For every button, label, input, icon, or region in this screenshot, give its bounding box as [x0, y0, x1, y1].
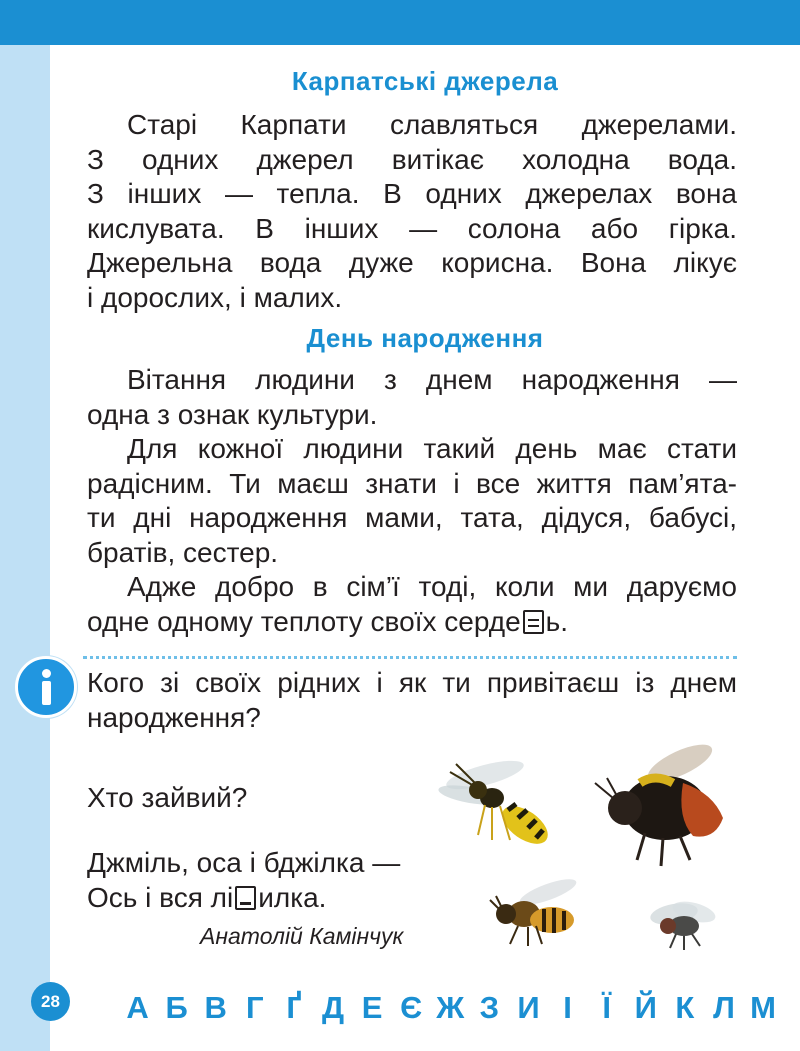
alphabet-letter: Ґ — [286, 990, 302, 1025]
letter-blank-box[interactable] — [523, 610, 544, 634]
text-line: кислувата. В інших — солона або гірка. — [87, 212, 737, 244]
alphabet-letter: Ж — [436, 990, 465, 1025]
text-line: З одних джерел витікає холодна вода. — [87, 143, 737, 175]
alphabet-letter: Є — [400, 990, 423, 1025]
alphabet-strip — [118, 990, 783, 1026]
text-line: братів, сестер. — [87, 536, 279, 568]
dotted-divider — [83, 656, 737, 659]
alphabet-letter: Ї — [602, 990, 611, 1025]
paragraph-birthday-3 — [87, 570, 737, 639]
question-block — [87, 666, 737, 735]
author-name: Анатолій Камінчук — [200, 923, 404, 949]
top-bar — [0, 0, 800, 45]
paragraph-karpaty — [87, 108, 737, 315]
text-line: Вітання людини з днем народження — — [127, 364, 737, 395]
text-line: радісним. Ти маєш знати і все життя пам’ята- — [87, 467, 737, 499]
text-part: Ось і вся лі — [87, 882, 234, 913]
alphabet-letter: Б — [165, 990, 188, 1025]
title-birthday: День народження — [306, 323, 544, 353]
riddle-question: Хто зайвий? — [87, 782, 248, 813]
alphabet-letter: Г — [246, 990, 264, 1025]
letter-blank-box[interactable] — [235, 886, 256, 910]
text-line: З інших — тепла. В одних джерелах вона — [87, 178, 737, 209]
question-line: Кого зі своїх рідних і як ти привітаєш із днем — [87, 667, 737, 698]
paragraph-birthday-1 — [87, 363, 737, 432]
side-strip — [0, 45, 50, 1051]
fly-icon — [642, 892, 722, 952]
text-line-with-blank — [87, 605, 737, 640]
alphabet-letter: К — [675, 990, 695, 1025]
alphabet-letter: І — [563, 990, 572, 1025]
info-icon — [15, 656, 77, 718]
text-line: Адже добро в сім’ї тоді, коли ми даруємо — [127, 571, 737, 602]
alphabet-letter: Д — [321, 990, 345, 1025]
alphabet-letter: В — [204, 990, 227, 1025]
paragraph-birthday-2 — [87, 432, 737, 570]
text-part: илка. — [258, 882, 327, 913]
poem — [87, 845, 400, 915]
alphabet-letter: М — [750, 990, 776, 1025]
wasp-icon — [430, 740, 570, 860]
text-part: одне одному теплоту своїх серде — [87, 605, 521, 637]
page-number: 28 — [31, 982, 70, 1021]
alphabet-letter: Й — [634, 990, 657, 1025]
poem-line: Джміль, оса і бджілка — — [87, 847, 401, 878]
alphabet-letter: И — [517, 990, 540, 1025]
text-part: ь. — [545, 605, 569, 637]
title-karpaty-springs: Карпатські джерела — [291, 66, 559, 96]
alphabet-letter: Л — [713, 990, 735, 1025]
bee-icon — [488, 878, 588, 948]
text-line: Для кожної людини такий день має стати — [127, 433, 737, 464]
alphabet-letter: А — [126, 990, 149, 1025]
text-line: одна з ознак культури. — [87, 398, 378, 430]
poem-line-with-blank — [87, 880, 400, 915]
text-line: і дорослих, і малих. — [87, 281, 343, 313]
alphabet-letter: Е — [361, 990, 383, 1025]
text-line: Джерельна вода дуже корисна. Вона лікує — [87, 247, 737, 278]
alphabet-letter: З — [479, 990, 500, 1025]
question-line: народження? — [87, 701, 261, 733]
text-line: ти дні народження мами, тата, дідуся, бабусі, — [87, 502, 737, 533]
text-line: Старі Карпати славляться джерелами. — [127, 109, 737, 140]
bumblebee-icon — [585, 738, 745, 868]
